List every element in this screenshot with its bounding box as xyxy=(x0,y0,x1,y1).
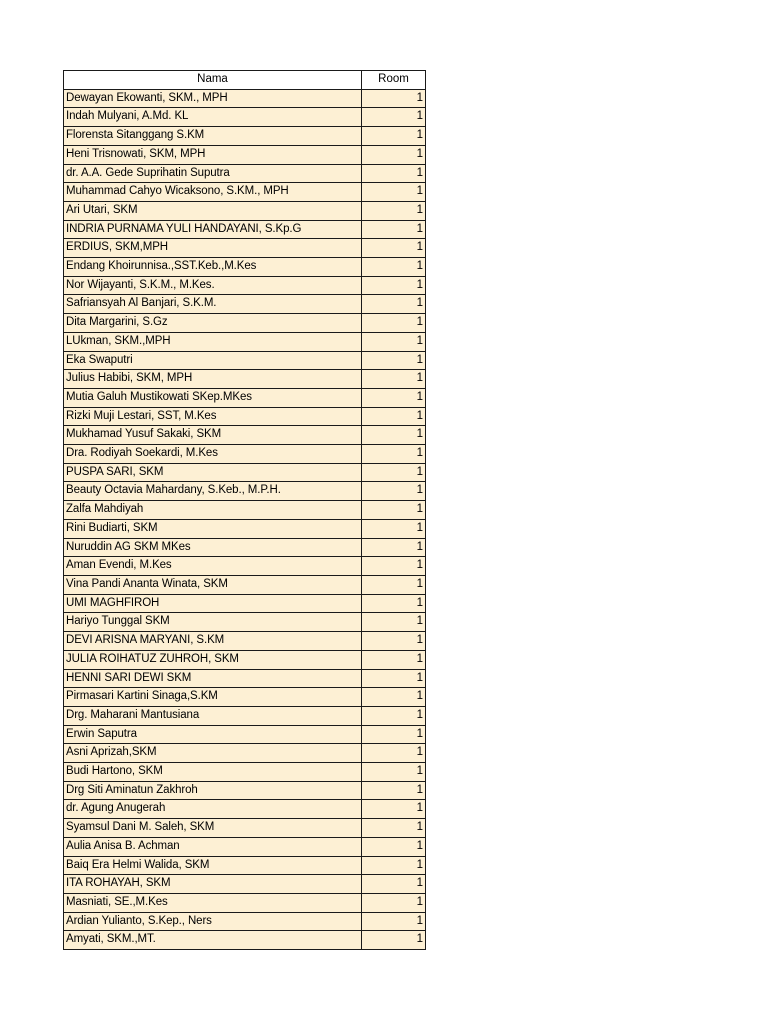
table-row xyxy=(64,931,426,950)
table-row xyxy=(64,632,426,651)
table-row xyxy=(64,725,426,744)
room-cell: 1 xyxy=(362,164,426,183)
nama-cell: Indah Mulyani, A.Md. KL xyxy=(64,108,362,127)
nama-cell: Asni Aprizah,SKM xyxy=(64,744,362,763)
room-cell: 1 xyxy=(362,781,426,800)
table-row xyxy=(64,276,426,295)
nama-cell: Beauty Octavia Mahardany, S.Keb., M.P.H. xyxy=(64,482,362,501)
table-row xyxy=(64,501,426,520)
table-row xyxy=(64,482,426,501)
nama-cell: DEVI ARISNA MARYANI, S.KM xyxy=(64,632,362,651)
table-row xyxy=(64,744,426,763)
room-cell: 1 xyxy=(362,108,426,127)
room-cell: 1 xyxy=(362,314,426,333)
room-cell: 1 xyxy=(362,426,426,445)
room-cell: 1 xyxy=(362,127,426,146)
room-cell: 1 xyxy=(362,819,426,838)
room-cell: 1 xyxy=(362,632,426,651)
room-cell: 1 xyxy=(362,220,426,239)
room-cell: 1 xyxy=(362,89,426,108)
room-cell: 1 xyxy=(362,258,426,277)
nama-cell: Vina Pandi Ananta Winata, SKM xyxy=(64,575,362,594)
nama-cell: Syamsul Dani M. Saleh, SKM xyxy=(64,819,362,838)
column-header-nama: Nama xyxy=(64,71,362,90)
nama-cell: Drg Siti Aminatun Zakhroh xyxy=(64,781,362,800)
table-row xyxy=(64,127,426,146)
room-cell: 1 xyxy=(362,370,426,389)
nama-cell: Dita Margarini, S.Gz xyxy=(64,314,362,333)
table-row xyxy=(64,650,426,669)
participant-table xyxy=(63,70,426,950)
table-body xyxy=(64,89,426,949)
table-row xyxy=(64,351,426,370)
table-row xyxy=(64,800,426,819)
table-row xyxy=(64,893,426,912)
room-cell: 1 xyxy=(362,445,426,464)
nama-cell: Baiq Era Helmi Walida, SKM xyxy=(64,856,362,875)
room-cell: 1 xyxy=(362,538,426,557)
table-row xyxy=(64,295,426,314)
room-cell: 1 xyxy=(362,837,426,856)
table-row xyxy=(64,594,426,613)
table-row xyxy=(64,557,426,576)
nama-cell: Heni Trisnowati, SKM, MPH xyxy=(64,145,362,164)
room-cell: 1 xyxy=(362,575,426,594)
table-row xyxy=(64,314,426,333)
room-cell: 1 xyxy=(362,763,426,782)
table-row xyxy=(64,837,426,856)
room-cell: 1 xyxy=(362,856,426,875)
room-cell: 1 xyxy=(362,201,426,220)
room-cell: 1 xyxy=(362,482,426,501)
table-row xyxy=(64,875,426,894)
room-cell: 1 xyxy=(362,407,426,426)
nama-cell: Pirmasari Kartini Sinaga,S.KM xyxy=(64,688,362,707)
room-cell: 1 xyxy=(362,613,426,632)
room-cell: 1 xyxy=(362,145,426,164)
nama-cell: Aulia Anisa B. Achman xyxy=(64,837,362,856)
nama-cell: Ardian Yulianto, S.Kep., Ners xyxy=(64,912,362,931)
table-row xyxy=(64,445,426,464)
room-cell: 1 xyxy=(362,706,426,725)
nama-cell: Mutia Galuh Mustikowati SKep.MKes xyxy=(64,388,362,407)
nama-cell: Ari Utari, SKM xyxy=(64,201,362,220)
table-row xyxy=(64,819,426,838)
room-cell: 1 xyxy=(362,295,426,314)
room-cell: 1 xyxy=(362,688,426,707)
table-row xyxy=(64,519,426,538)
nama-cell: Safriansyah Al Banjari, S.K.M. xyxy=(64,295,362,314)
table-row xyxy=(64,538,426,557)
table-row xyxy=(64,613,426,632)
nama-cell: Nuruddin AG SKM MKes xyxy=(64,538,362,557)
nama-cell: JULIA ROIHATUZ ZUHROH, SKM xyxy=(64,650,362,669)
table-header-row xyxy=(64,71,426,90)
table-row xyxy=(64,201,426,220)
table-row xyxy=(64,258,426,277)
room-cell: 1 xyxy=(362,875,426,894)
nama-cell: dr. A.A. Gede Suprihatin Suputra xyxy=(64,164,362,183)
table-row xyxy=(64,89,426,108)
room-cell: 1 xyxy=(362,594,426,613)
room-cell: 1 xyxy=(362,912,426,931)
nama-cell: Julius Habibi, SKM, MPH xyxy=(64,370,362,389)
table-row xyxy=(64,145,426,164)
table-row xyxy=(64,912,426,931)
nama-cell: Nor Wijayanti, S.K.M., M.Kes. xyxy=(64,276,362,295)
table-row xyxy=(64,463,426,482)
room-cell: 1 xyxy=(362,650,426,669)
nama-cell: Eka Swaputri xyxy=(64,351,362,370)
nama-cell: PUSPA SARI, SKM xyxy=(64,463,362,482)
table-row xyxy=(64,164,426,183)
table-row xyxy=(64,183,426,202)
nama-cell: Dewayan Ekowanti, SKM., MPH xyxy=(64,89,362,108)
spreadsheet-page xyxy=(63,70,426,950)
room-cell: 1 xyxy=(362,388,426,407)
room-cell: 1 xyxy=(362,519,426,538)
table-row xyxy=(64,575,426,594)
column-header-room: Room xyxy=(362,71,426,90)
nama-cell: dr. Agung Anugerah xyxy=(64,800,362,819)
table-row xyxy=(64,370,426,389)
nama-cell: LUkman, SKM.,MPH xyxy=(64,332,362,351)
nama-cell: Mukhamad Yusuf Sakaki, SKM xyxy=(64,426,362,445)
nama-cell: Drg. Maharani Mantusiana xyxy=(64,706,362,725)
room-cell: 1 xyxy=(362,931,426,950)
nama-cell: Zalfa Mahdiyah xyxy=(64,501,362,520)
nama-cell: Aman Evendi, M.Kes xyxy=(64,557,362,576)
nama-cell: HENNI SARI DEWI SKM xyxy=(64,669,362,688)
nama-cell: Dra. Rodiyah Soekardi, M.Kes xyxy=(64,445,362,464)
room-cell: 1 xyxy=(362,239,426,258)
room-cell: 1 xyxy=(362,463,426,482)
table-row xyxy=(64,669,426,688)
room-cell: 1 xyxy=(362,744,426,763)
nama-cell: ITA ROHAYAH, SKM xyxy=(64,875,362,894)
table-row xyxy=(64,706,426,725)
nama-cell: Muhammad Cahyo Wicaksono, S.KM., MPH xyxy=(64,183,362,202)
table-row xyxy=(64,688,426,707)
table-row xyxy=(64,781,426,800)
nama-cell: Amyati, SKM.,MT. xyxy=(64,931,362,950)
table-row xyxy=(64,407,426,426)
nama-cell: UMI MAGHFIROH xyxy=(64,594,362,613)
nama-cell: Florensta Sitanggang S.KM xyxy=(64,127,362,146)
nama-cell: ERDIUS, SKM,MPH xyxy=(64,239,362,258)
table-row xyxy=(64,763,426,782)
room-cell: 1 xyxy=(362,800,426,819)
nama-cell: Endang Khoirunnisa.,SST.Keb.,M.Kes xyxy=(64,258,362,277)
table-row xyxy=(64,426,426,445)
table-row xyxy=(64,239,426,258)
table-row xyxy=(64,388,426,407)
table-row xyxy=(64,856,426,875)
nama-cell: Masniati, SE.,M.Kes xyxy=(64,893,362,912)
room-cell: 1 xyxy=(362,276,426,295)
nama-cell: Budi Hartono, SKM xyxy=(64,763,362,782)
nama-cell: Erwin Saputra xyxy=(64,725,362,744)
nama-cell: Rizki Muji Lestari, SST, M.Kes xyxy=(64,407,362,426)
table-row xyxy=(64,220,426,239)
nama-cell: Rini Budiarti, SKM xyxy=(64,519,362,538)
room-cell: 1 xyxy=(362,893,426,912)
room-cell: 1 xyxy=(362,725,426,744)
room-cell: 1 xyxy=(362,501,426,520)
room-cell: 1 xyxy=(362,183,426,202)
room-cell: 1 xyxy=(362,351,426,370)
room-cell: 1 xyxy=(362,332,426,351)
table-row xyxy=(64,332,426,351)
table-row xyxy=(64,108,426,127)
nama-cell: Hariyo Tunggal SKM xyxy=(64,613,362,632)
nama-cell: INDRIA PURNAMA YULI HANDAYANI, S.Kp.G xyxy=(64,220,362,239)
room-cell: 1 xyxy=(362,557,426,576)
room-cell: 1 xyxy=(362,669,426,688)
